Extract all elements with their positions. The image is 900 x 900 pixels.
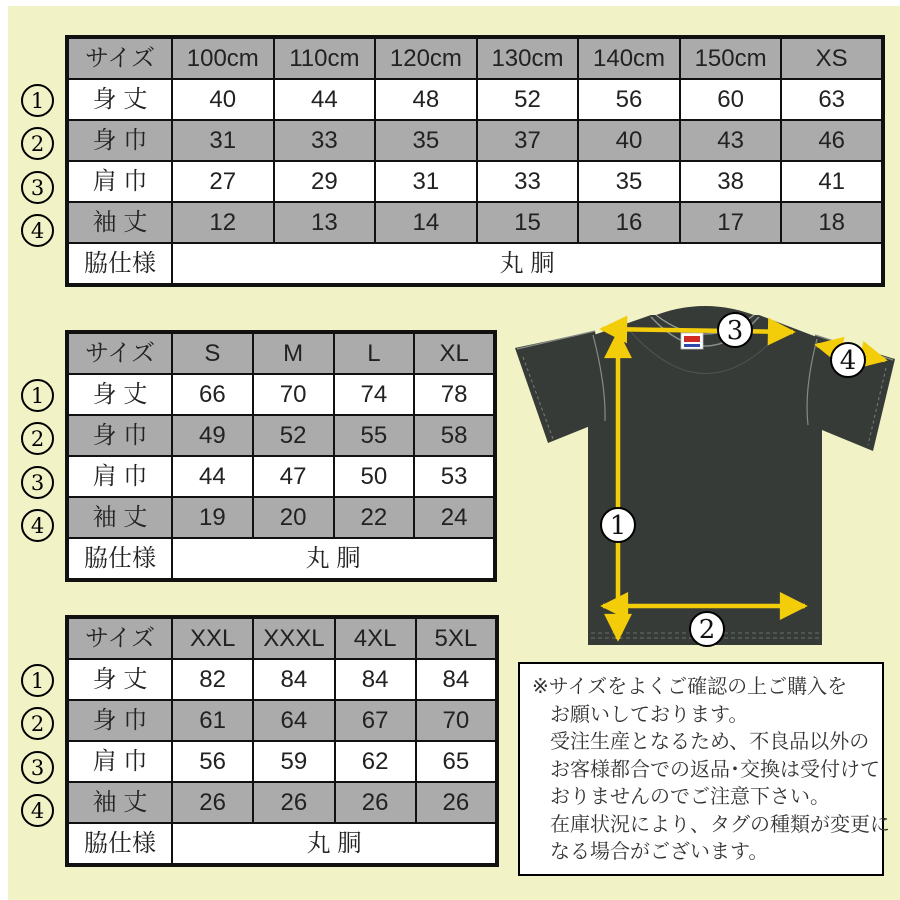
footer-value: 丸 胴 [172, 243, 883, 285]
row-marker-3: 3 [21, 466, 54, 499]
table-row [67, 456, 495, 497]
value-cell: 29 [274, 161, 376, 202]
marker-circle-2 [690, 612, 724, 646]
value-cell: 31 [375, 161, 477, 202]
value-cell: 14 [375, 202, 477, 243]
value-cell: 48 [375, 79, 477, 120]
row-marker-4: 4 [21, 214, 54, 247]
footer-value: 丸 胴 [172, 823, 497, 865]
value-cell: 27 [172, 161, 274, 202]
purchase-notice-box [518, 662, 890, 876]
col-header: 4XL [335, 617, 416, 659]
value-cell: 24 [414, 497, 495, 538]
value-cell: 22 [334, 497, 415, 538]
value-cell: 67 [335, 700, 416, 741]
value-cell: 20 [253, 497, 334, 538]
row-label: 袖 丈 [67, 497, 172, 538]
table-row [67, 782, 497, 823]
value-cell: 78 [414, 374, 495, 415]
row-marker-2: 2 [21, 422, 54, 455]
row-label: 袖 丈 [67, 782, 172, 823]
size-table-kids [65, 35, 885, 287]
value-cell: 65 [416, 741, 497, 782]
value-cell: 63 [781, 79, 883, 120]
value-cell: 19 [172, 497, 253, 538]
value-cell: 13 [274, 202, 376, 243]
value-cell: 35 [375, 120, 477, 161]
table-row [67, 202, 883, 243]
table-row [67, 741, 497, 782]
col-header: 100cm [172, 37, 274, 79]
row-marker-3: 3 [21, 171, 54, 204]
footer-row [67, 823, 497, 865]
col-header: 130cm [477, 37, 579, 79]
value-cell: 15 [477, 202, 579, 243]
col-header: 140cm [578, 37, 680, 79]
size-table-adult-wrap [30, 330, 497, 582]
row-label: 身 丈 [67, 79, 172, 120]
footer-label: 脇仕様 [67, 823, 172, 865]
row-label: 身 丈 [67, 374, 172, 415]
value-cell: 56 [172, 741, 253, 782]
value-cell: 84 [335, 659, 416, 700]
value-cell: 56 [578, 79, 680, 120]
note-line: おりませんのでご注意下さい。 [550, 786, 830, 808]
value-cell: 61 [172, 700, 253, 741]
table-row [67, 161, 883, 202]
value-cell: 59 [253, 741, 334, 782]
col-header: 110cm [274, 37, 376, 79]
value-cell: 44 [172, 456, 253, 497]
svg-text:1: 1 [609, 511, 627, 541]
value-cell: 47 [253, 456, 334, 497]
footer-row [67, 538, 495, 580]
table-row [67, 700, 497, 741]
svg-text:2: 2 [698, 615, 716, 645]
value-cell: 84 [416, 659, 497, 700]
value-cell: 43 [680, 120, 782, 161]
marker-circle-1 [601, 508, 635, 542]
brand-tag-icon [681, 333, 703, 349]
size-label-header: サイズ [67, 617, 172, 659]
row-marker-2: 2 [21, 127, 54, 160]
tshirt-diagram [505, 303, 900, 655]
value-cell: 17 [680, 202, 782, 243]
value-cell: 26 [416, 782, 497, 823]
size-label-header: サイズ [67, 332, 172, 374]
value-cell: 37 [477, 120, 579, 161]
row-label: 身 巾 [67, 415, 172, 456]
footer-label: 脇仕様 [67, 243, 172, 285]
value-cell: 70 [416, 700, 497, 741]
value-cell: 40 [172, 79, 274, 120]
row-label: 肩 巾 [67, 741, 172, 782]
row-marker-1: 1 [21, 379, 54, 412]
note-line: なる場合がございます。 [550, 841, 769, 863]
value-cell: 46 [781, 120, 883, 161]
value-cell: 60 [680, 79, 782, 120]
col-header: XXL [172, 617, 253, 659]
white-edge-top [0, 0, 900, 6]
row-marker-1: 1 [21, 664, 54, 697]
col-header: XS [781, 37, 883, 79]
table-row [67, 79, 883, 120]
tshirt-body-shape [588, 315, 822, 645]
table-row [67, 497, 495, 538]
value-cell: 35 [578, 161, 680, 202]
value-cell: 50 [334, 456, 415, 497]
svg-text:3: 3 [726, 316, 744, 346]
value-cell: 38 [680, 161, 782, 202]
value-cell: 33 [274, 120, 376, 161]
value-cell: 62 [335, 741, 416, 782]
value-cell: 26 [253, 782, 334, 823]
header-row [67, 617, 497, 659]
col-header: M [253, 332, 334, 374]
value-cell: 31 [172, 120, 274, 161]
col-header: XL [414, 332, 495, 374]
footer-label: 脇仕様 [67, 538, 172, 580]
value-cell: 74 [334, 374, 415, 415]
value-cell: 53 [414, 456, 495, 497]
row-label: 肩 巾 [67, 456, 172, 497]
value-cell: 44 [274, 79, 376, 120]
row-marker-4: 4 [21, 794, 54, 827]
footer-value: 丸 胴 [172, 538, 495, 580]
col-header: 150cm [680, 37, 782, 79]
value-cell: 40 [578, 120, 680, 161]
table-row [67, 415, 495, 456]
value-cell: 18 [781, 202, 883, 243]
white-edge-left [0, 0, 8, 900]
marker-circle-4 [831, 343, 865, 377]
size-table-big [65, 615, 499, 867]
note-line: 在庫状況により、タグの種類が変更に [550, 813, 890, 836]
col-header: S [172, 332, 253, 374]
value-cell: 41 [781, 161, 883, 202]
note-line: ※サイズをよくご確認の上ご購入を [532, 676, 848, 698]
row-marker-1: 1 [21, 84, 54, 117]
value-cell: 52 [253, 415, 334, 456]
row-label: 身 丈 [67, 659, 172, 700]
measure-arrow-shoulder-3 [602, 329, 793, 332]
value-cell: 16 [578, 202, 680, 243]
col-header: 120cm [375, 37, 477, 79]
tshirt-graphic [505, 303, 900, 655]
value-cell: 26 [335, 782, 416, 823]
row-label: 肩 巾 [67, 161, 172, 202]
size-label-header: サイズ [67, 37, 172, 79]
value-cell: 84 [253, 659, 334, 700]
row-marker-3: 3 [21, 751, 54, 784]
value-cell: 58 [414, 415, 495, 456]
value-cell: 33 [477, 161, 579, 202]
table-row [67, 120, 883, 161]
row-label: 袖 丈 [67, 202, 172, 243]
row-marker-4: 4 [21, 509, 54, 542]
marker-circle-3 [718, 313, 752, 347]
size-table-big-wrap [30, 615, 499, 867]
svg-text:4: 4 [839, 346, 857, 376]
row-marker-2: 2 [21, 707, 54, 740]
value-cell: 64 [253, 700, 334, 741]
value-cell: 12 [172, 202, 274, 243]
note-line: お客様都合での返品･交換は受付けて [550, 758, 880, 781]
value-cell: 55 [334, 415, 415, 456]
header-row [67, 37, 883, 79]
value-cell: 26 [172, 782, 253, 823]
value-cell: 49 [172, 415, 253, 456]
col-header: L [334, 332, 415, 374]
header-row [67, 332, 495, 374]
col-header: 5XL [416, 617, 497, 659]
row-label: 身 巾 [67, 120, 172, 161]
table-row [67, 374, 495, 415]
size-table-kids-wrap [30, 35, 885, 287]
note-line: 受注生産となるため、不良品以外の [550, 731, 870, 753]
size-table-adult [65, 330, 497, 582]
value-cell: 82 [172, 659, 253, 700]
value-cell: 70 [253, 374, 334, 415]
note-line: お願いしております。 [550, 703, 749, 726]
col-header: XXXL [253, 617, 334, 659]
row-label: 身 巾 [67, 700, 172, 741]
value-cell: 52 [477, 79, 579, 120]
value-cell: 66 [172, 374, 253, 415]
table-row [67, 659, 497, 700]
footer-row [67, 243, 883, 285]
